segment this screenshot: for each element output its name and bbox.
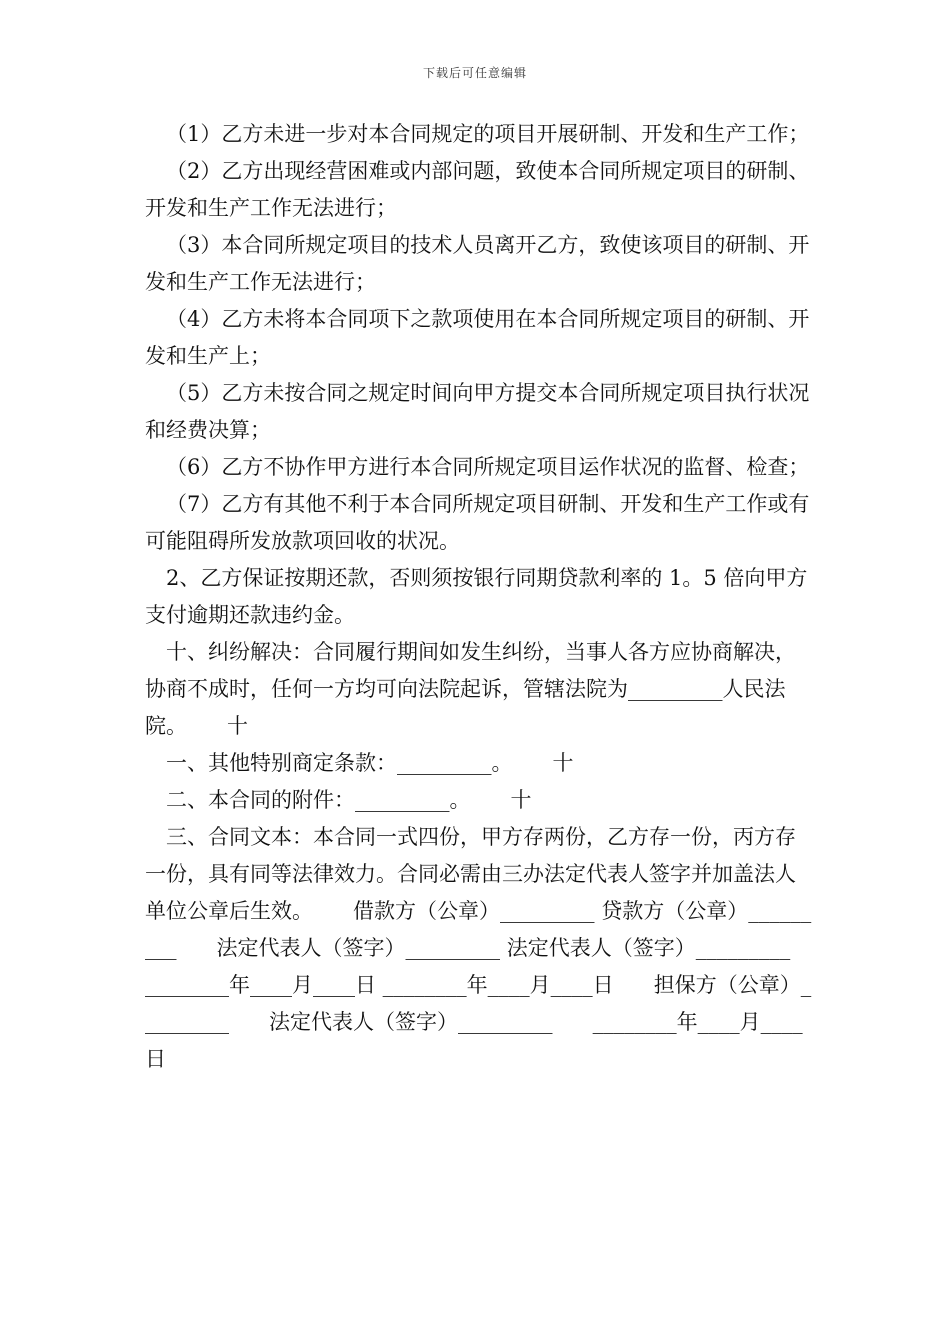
document-body — [145, 116, 831, 1078]
clause-item-5: （5）乙方未按合同之规定时间向甲方提交本合同所规定项目执行状况和经费决算； — [145, 381, 810, 442]
clause-item-4: （4）乙方未将本合同项下之款项使用在本合同所规定项目的研制、开发和生产上； — [145, 307, 810, 368]
clause-item-3: （3）本合同所规定项目的技术人员离开乙方，致使该项目的研制、开发和生产工作无法进行； — [145, 233, 810, 294]
dispute-resolution-clause: 十、纠纷解决：合同履行期间如发生纠纷，当事人各方应协商解决，协商不成时，任何一方均可向法院起诉，管辖法院为_________人民法院。 十 — [145, 640, 796, 738]
page-header: 下载后可任意编辑 — [422, 66, 527, 80]
clause-item-1: （1）乙方未进一步对本合同规定的项目开展研制、开发和生产工作； — [166, 122, 810, 146]
repayment-clause: 2、乙方保证按期还款，否则须按银行同期贷款利率的 1。5 倍向甲方支付逾期还款违约金。 — [145, 566, 808, 627]
special-terms-clause: 一、其他特别商定条款：_________。 十 — [166, 751, 574, 775]
contract-text-and-signatures: 三、合同文本：本合同一式四份，甲方存两份，乙方存一份，丙方存一份，具有同等法律效力。合同必需由三办法定代表人签字并加盖法人单位公章后生效。 借款方（公章）_________ 贷款方（公章）_________ 法定代表人（签字）_________ 法定代表人（签字）_________ ________年____月____日 ________年____月____日 担保方（公章）_________ 法定代表人（签字）_________ ________年____月____日 — [145, 825, 831, 1071]
clause-item-7: （7）乙方有其他不利于本合同所规定项目研制、开发和生产工作或有可能阻碍所发放款项回收的状况。 — [145, 492, 810, 553]
clause-item-6: （6）乙方不协作甲方进行本合同所规定项目运作状况的监督、检查； — [166, 455, 810, 479]
clause-item-2: （2）乙方出现经营困难或内部问题，致使本合同所规定项目的研制、开发和生产工作无法进行； — [145, 159, 810, 220]
attachments-clause: 二、本合同的附件：_________。 十 — [166, 788, 532, 812]
